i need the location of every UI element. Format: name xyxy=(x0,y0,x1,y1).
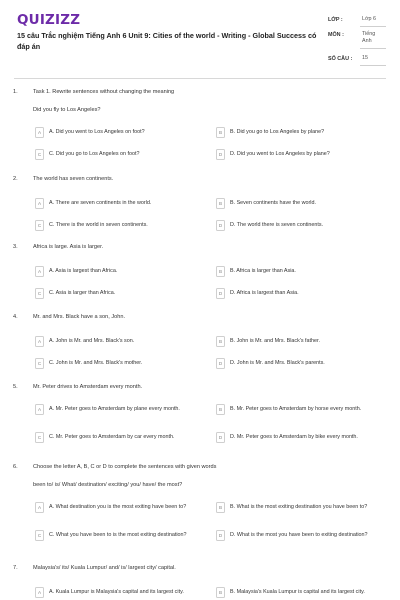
option-text: B. Malaysia's Kuala Lumpur is capital and its largest city. xyxy=(230,588,365,595)
question-number: 3. xyxy=(13,244,18,250)
option-text: B. Africa is larger than Asia. xyxy=(230,267,296,274)
option-text: C. Mr. Peter goes to Amsterdam by car every month. xyxy=(49,433,175,440)
option-letter-badge: A xyxy=(35,502,44,513)
subject-value: Tiếng Anh xyxy=(362,31,376,45)
question-number: 2. xyxy=(13,176,18,182)
question-number: 4. xyxy=(13,314,18,320)
option-letter-badge: C xyxy=(35,358,44,369)
question-text: The world has seven continents. xyxy=(33,176,114,182)
option-text: C. John is Mr. and Mrs. Black's mother. xyxy=(49,359,143,366)
option-letter-badge: B xyxy=(216,266,225,277)
header-divider xyxy=(14,78,386,79)
question-text: been to/ is/ What/ destination/ exciting/ you/ have/ the most? xyxy=(33,482,183,488)
option-letter-badge: C xyxy=(35,432,44,443)
option-text: B. Seven continents have the world. xyxy=(230,199,317,206)
question-text: Africa is large. Asia is larger. xyxy=(33,244,104,250)
option-text: D. Africa is largest than Asia. xyxy=(230,289,299,296)
option-letter-badge: D xyxy=(216,220,225,231)
option-letter-badge: D xyxy=(216,432,225,443)
question-text: Task 1. Rewrite sentences without changing the meaning xyxy=(33,89,175,95)
count-underline xyxy=(360,65,386,66)
option-text: D. What is the most you have been to exiting destination? xyxy=(230,531,368,538)
question-text: Mr. Peter drives to Amsterdam every month. xyxy=(33,384,143,390)
subject-label: MÔN : xyxy=(328,32,344,38)
option-letter-badge: B xyxy=(216,404,225,415)
option-letter-badge: D xyxy=(216,358,225,369)
option-text: A. John is Mr. and Mrs. Black's son. xyxy=(49,337,135,344)
option-text: A. Did you went to Los Angeles on foot? xyxy=(49,128,145,135)
option-text: C. Did you go to Los Angeles on foot? xyxy=(49,150,140,157)
option-letter-badge: B xyxy=(216,587,225,598)
question-number: 5. xyxy=(13,384,18,390)
option-letter-badge: A xyxy=(35,587,44,598)
option-letter-badge: B xyxy=(216,336,225,347)
option-letter-badge: C xyxy=(35,149,44,160)
option-text: B. What is the most exiting destination you have been to? xyxy=(230,503,368,510)
option-text: C. There is the world in seven continents. xyxy=(49,221,148,228)
option-letter-badge: A xyxy=(35,127,44,138)
question-number: 1. xyxy=(13,89,18,95)
option-letter-badge: B xyxy=(216,127,225,138)
option-text: B. John is Mr. and Mrs. Black's father. xyxy=(230,337,321,344)
option-text: A. What destination you is the most exiting have been to? xyxy=(49,503,187,510)
question-text: Mr. and Mrs. Black have a son, John. xyxy=(33,314,126,320)
option-letter-badge: A xyxy=(35,336,44,347)
question-count-value: 15 xyxy=(362,55,368,61)
option-text: A. There are seven continents in the world. xyxy=(49,199,152,206)
option-letter-badge: A xyxy=(35,404,44,415)
option-letter-badge: D xyxy=(216,530,225,541)
option-text: B. Did you go to Los Angeles by plane? xyxy=(230,128,325,135)
option-text: C. Asia is larger than Africa. xyxy=(49,289,116,296)
question-text: Did you fly to Los Angeles? xyxy=(33,107,101,113)
option-text: D. Mr. Peter goes to Amsterdam by bike every month. xyxy=(230,433,358,440)
option-text: B. Mr. Peter goes to Amsterdam by horse every month. xyxy=(230,405,362,412)
class-value: Lớp 6 xyxy=(362,16,377,22)
option-letter-badge: C xyxy=(35,288,44,299)
option-text: A. Kuala Lumpur is Malaysia's capital and its largest city. xyxy=(49,588,184,595)
question-number: 6. xyxy=(13,464,18,470)
option-letter-badge: A xyxy=(35,198,44,209)
option-letter-badge: C xyxy=(35,220,44,231)
subject-underline xyxy=(360,48,386,49)
option-letter-badge: D xyxy=(216,149,225,160)
option-text: D. John is Mr. and Mrs. Black's parents. xyxy=(230,359,325,366)
option-text: A. Asia is largest than Africa. xyxy=(49,267,118,274)
option-text: A. Mr. Peter goes to Amsterdam by plane every month. xyxy=(49,405,180,412)
option-text: D. The world there is seven continents. xyxy=(230,221,324,228)
option-letter-badge: A xyxy=(35,266,44,277)
option-letter-badge: B xyxy=(216,198,225,209)
question-number: 7. xyxy=(13,565,18,571)
question-text: Malaysia's/ its/ Kuala Lumpur/ and/ is/ largest city/ capital. xyxy=(33,565,176,571)
option-text: D. Did you went to Los Angeles by plane? xyxy=(230,150,330,157)
question-text: Choose the letter A, B, C or D to complete the sentences with given words xyxy=(33,464,217,470)
option-text: C. What you have been to is the most exiting destination? xyxy=(49,531,187,538)
class-underline xyxy=(360,26,386,27)
question-count-label: SỐ CÂU : xyxy=(328,56,353,62)
worksheet-header xyxy=(0,0,400,78)
class-label: LỚP : xyxy=(328,17,343,23)
quizizz-logo: QUIZIZZ xyxy=(17,12,81,28)
option-letter-badge: D xyxy=(216,288,225,299)
option-letter-badge: C xyxy=(35,530,44,541)
worksheet-title: 15 câu Trắc nghiệm Tiếng Anh 6 Unit 9: Cities of the world - Writing - Global Success có đáp án xyxy=(17,31,317,51)
option-letter-badge: B xyxy=(216,502,225,513)
